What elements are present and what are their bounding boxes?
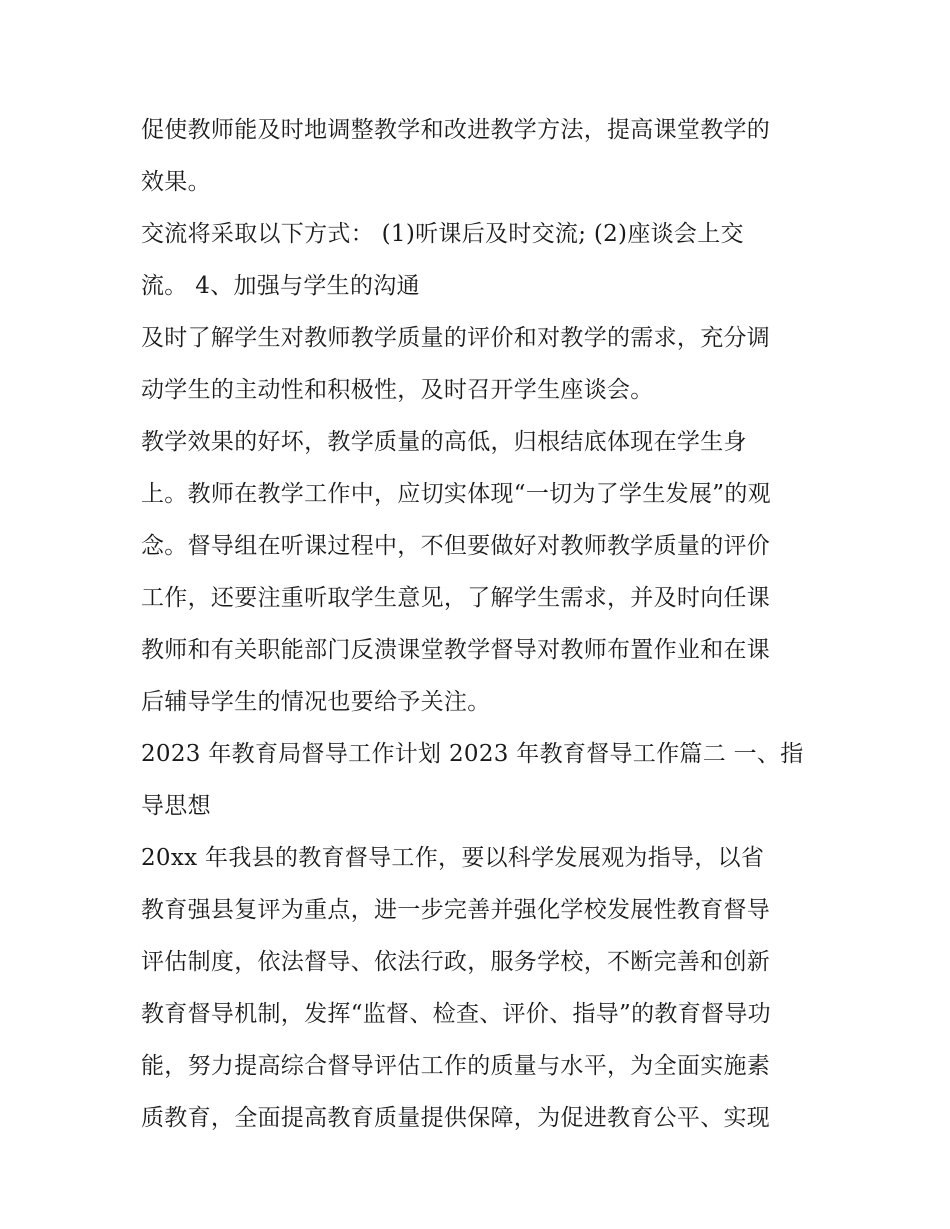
text-line: 教师和有关职能部门反溃课堂教学督导对教师布置作业和在课 [141, 637, 771, 663]
text-line: 效果。 [141, 169, 211, 195]
text-line: 2023 年教育局督导工作计划 2023 年教育督导工作篇二 一、指 [141, 741, 804, 767]
text-line: 教育督导机制，发挥“监督、检查、评价、指导”的教育督导功 [141, 1001, 771, 1027]
text-line: 促使教师能及时地调整教学和改进教学方法，提高课堂教学的 [141, 117, 771, 143]
text-line: 及时了解学生对教师教学质量的评价和对教学的需求，充分调 [141, 325, 771, 351]
text-line: 评估制度，依法督导、依法行政，服务学校，不断完善和创新 [141, 949, 771, 975]
text-line: 能，努力提高综合督导评估工作的质量与水平，为全面实施素 [141, 1053, 771, 1079]
text-line: 教学效果的好坏，教学质量的高低，归根结底体现在学生身 [141, 429, 747, 455]
text-line: 上。教师在教学工作中，应切实体现“一切为了学生发展”的观 [141, 481, 771, 507]
text-line: 后辅导学生的情况也要给予关注。 [141, 689, 491, 715]
document-body [141, 104, 821, 1144]
text-line: 工作，还要注重听取学生意见，了解学生需求，并及时向任课 [141, 585, 771, 611]
text-line: 教育强县复评为重点，进一步完善并强化学校发展性教育督导 [141, 897, 771, 923]
text-line: 质教育，全面提高教育质量提供保障，为促进教育公平、实现 [141, 1105, 771, 1131]
text-line: 动学生的主动性和积极性，及时召开学生座谈会。 [141, 377, 654, 403]
text-line: 念。督导组在听课过程中，不但要做好对教师教学质量的评价 [141, 533, 771, 559]
text-line: 导思想 [141, 793, 211, 819]
text-line: 交流将采取以下方式： (1)听课后及时交流; (2)座谈会上交 [141, 221, 744, 247]
text-line: 20xx 年我县的教育督导工作，要以科学发展观为指导，以省 [141, 845, 765, 871]
text-line: 流。 4、加强与学生的沟通 [141, 273, 420, 299]
